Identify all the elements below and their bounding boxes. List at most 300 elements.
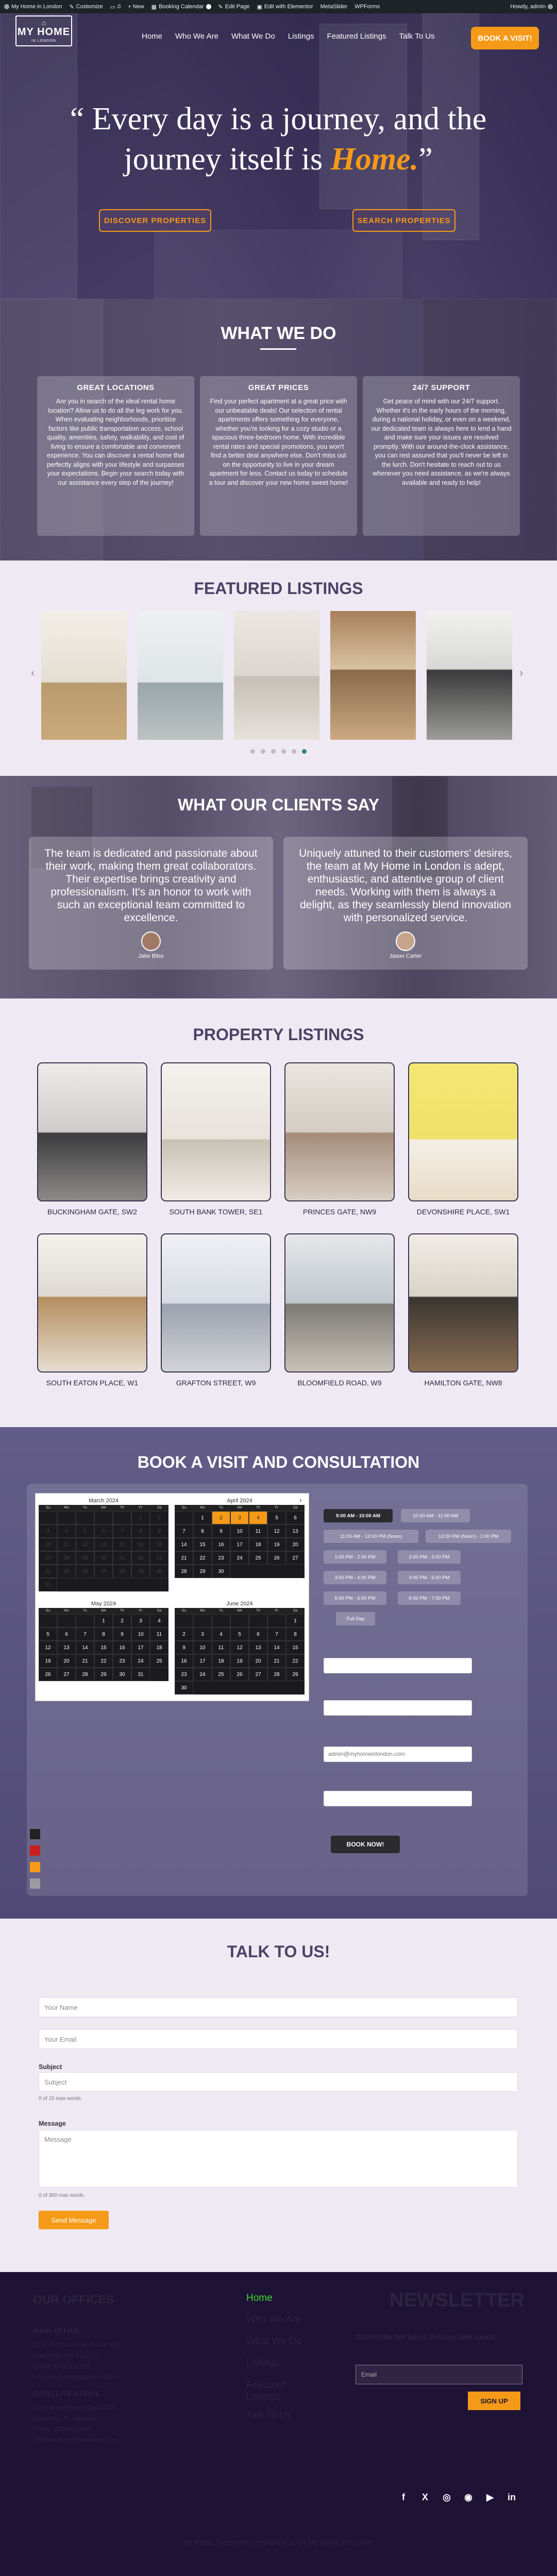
comments-count[interactable]: 0 xyxy=(117,4,121,10)
carousel-next-button[interactable]: › xyxy=(519,666,524,679)
calendar-day: 27 xyxy=(94,1565,113,1578)
calendar-day[interactable]: 1 xyxy=(94,1614,113,1628)
listing-title[interactable]: SOUTH EATON PLACE, W1 xyxy=(46,1379,139,1387)
calendar-day[interactable]: 6 xyxy=(286,1511,305,1524)
calendar-day: 7 xyxy=(113,1524,131,1538)
calendar-empty-cell xyxy=(230,1614,249,1628)
card-title: GREAT PRICES xyxy=(248,383,309,392)
calendar-empty-cell xyxy=(175,1511,193,1524)
email-field[interactable]: admin@myhomeinlondon.com xyxy=(324,1747,472,1762)
calendar-day: 21 xyxy=(113,1551,131,1565)
time-slot[interactable]: 5:00 PM - 6:00 PM xyxy=(324,1591,386,1605)
calendar-day: 24 xyxy=(39,1565,57,1578)
footer-link-home[interactable]: Home xyxy=(246,2293,273,2303)
weekday-label: Fr xyxy=(139,1506,143,1510)
satellite-office-email[interactable]: info@myhomeinlondon.com xyxy=(33,2436,116,2444)
calendar-day[interactable]: 11 xyxy=(249,1524,267,1538)
testimonial-author: Jake Bliss xyxy=(138,953,164,959)
calendar-day[interactable]: 25 xyxy=(249,1551,267,1565)
calendar-day[interactable]: 26 xyxy=(267,1551,286,1565)
calendar-day[interactable]: 22 xyxy=(94,1654,113,1668)
calendar-day[interactable]: 21 xyxy=(76,1654,94,1668)
calendar-day[interactable]: 2 xyxy=(212,1511,230,1524)
calendar-day[interactable]: 9 xyxy=(212,1524,230,1538)
calendar-day: 19 xyxy=(76,1551,94,1565)
featured-listings-section xyxy=(0,561,557,776)
carousel-dot[interactable] xyxy=(250,749,255,754)
email-input[interactable]: Your Email xyxy=(39,2029,518,2049)
calendar-day[interactable]: 30 xyxy=(113,1668,131,1681)
newsletter-email-input[interactable]: Email xyxy=(356,2365,522,2384)
weekday-label: Th xyxy=(120,1506,125,1510)
search-properties-button[interactable]: SEARCH PROPERTIES xyxy=(352,209,455,232)
footer-link-featured-listings[interactable]: Featured Listings xyxy=(246,2380,286,2402)
carousel-dot[interactable] xyxy=(281,749,286,754)
legend-swatch-unavailable xyxy=(30,1829,40,1839)
calendar-grid xyxy=(175,1511,305,1578)
new-content-link[interactable]: + New xyxy=(128,4,144,10)
listing-title[interactable]: GRAFTON STREET, W9 xyxy=(176,1379,256,1387)
calendar-grid xyxy=(39,1511,168,1591)
calendar-day: 14 xyxy=(113,1538,131,1551)
calendar-day[interactable]: 15 xyxy=(286,1641,305,1654)
main-nav xyxy=(142,32,435,41)
calendar-day[interactable]: 7 xyxy=(267,1628,286,1641)
calendar-day[interactable]: 4 xyxy=(212,1628,230,1641)
weekday-label: Fr xyxy=(275,1609,279,1613)
calendar-month-title: March 2024 xyxy=(88,1498,119,1504)
metaslider-link[interactable]: MetaSlider xyxy=(320,4,348,10)
admin-bar xyxy=(0,0,557,13)
message-label: Message xyxy=(39,2120,66,2127)
calendar-empty-cell xyxy=(39,1614,57,1628)
calendar-day[interactable]: 26 xyxy=(39,1668,57,1681)
youtube-icon[interactable]: ▶ xyxy=(486,2492,494,2502)
time-slot[interactable]: 6:00 PM - 7:00 PM xyxy=(398,1591,461,1605)
calendar-day[interactable]: 12 xyxy=(230,1641,249,1654)
calendar-day[interactable]: 12 xyxy=(39,1641,57,1654)
calendar-day[interactable]: 8 xyxy=(94,1628,113,1641)
nav-home[interactable]: Home xyxy=(142,32,163,41)
calendar-day[interactable]: 23 xyxy=(175,1668,193,1681)
calendar-day: 20 xyxy=(94,1551,113,1565)
discover-properties-button[interactable]: DISCOVER PROPERTIES xyxy=(99,209,211,232)
calendar-day: 10 xyxy=(39,1538,57,1551)
calendar-day[interactable]: 11 xyxy=(212,1641,230,1654)
calendar-month xyxy=(39,1600,168,1697)
calendar-day: 16 xyxy=(150,1538,168,1551)
listing-image[interactable] xyxy=(408,1062,518,1201)
weekday-label: Su xyxy=(181,1506,187,1510)
calendar-day[interactable]: 25 xyxy=(150,1654,168,1668)
x-twitter-icon[interactable]: X xyxy=(421,2492,428,2502)
calendar-day: 15 xyxy=(131,1538,150,1551)
calendar-day[interactable]: 24 xyxy=(230,1551,249,1565)
calendar-day[interactable]: 17 xyxy=(230,1538,249,1551)
weekday-label: Su xyxy=(45,1609,50,1613)
service-card xyxy=(37,376,194,536)
calendar-empty-cell xyxy=(249,1614,267,1628)
send-message-button[interactable]: Send Message xyxy=(39,2211,109,2229)
calendar-day[interactable]: 6 xyxy=(57,1628,76,1641)
calendar-day[interactable]: 13 xyxy=(286,1524,305,1538)
last-name-field[interactable] xyxy=(324,1700,472,1716)
section-title: FEATURED LISTINGS xyxy=(194,579,363,598)
calendar-day[interactable]: 29 xyxy=(94,1668,113,1681)
calendar-day[interactable]: 16 xyxy=(113,1641,131,1654)
calendar-month-title: April 2024 xyxy=(227,1498,252,1504)
calendar-day[interactable]: 5 xyxy=(267,1511,286,1524)
listing-image[interactable] xyxy=(284,1233,395,1372)
nav-listings[interactable]: Listings xyxy=(288,32,314,41)
hero-quote xyxy=(41,99,515,179)
calendar-day[interactable]: 19 xyxy=(39,1654,57,1668)
calendar-day[interactable]: 10 xyxy=(131,1628,150,1641)
satellite-office-line: Office: 000.000.000 xyxy=(33,2425,92,2433)
calendar-month-title: June 2024 xyxy=(226,1601,253,1607)
footer-link-listings[interactable]: Listings xyxy=(246,2358,280,2368)
calendar-day[interactable]: 30 xyxy=(212,1565,230,1578)
listing-title[interactable]: BUCKINGHAM GATE, SW2 xyxy=(47,1208,137,1216)
calendar-day[interactable]: 27 xyxy=(57,1668,76,1681)
calendar-day[interactable]: 8 xyxy=(193,1524,212,1538)
listing-image[interactable] xyxy=(408,1233,518,1372)
calendar-day[interactable]: 20 xyxy=(57,1654,76,1668)
calendar-empty-cell xyxy=(76,1614,94,1628)
calendar-day[interactable]: 16 xyxy=(212,1538,230,1551)
weekday-label: Su xyxy=(45,1506,50,1510)
calendar-day[interactable]: 24 xyxy=(131,1654,150,1668)
name-input[interactable]: Your Name xyxy=(39,1997,518,2017)
linkedin-icon[interactable]: in xyxy=(508,2492,516,2502)
edit-page-link[interactable]: Edit Page xyxy=(225,4,250,10)
testimonial-card xyxy=(29,837,273,970)
greeting-text[interactable]: Howdy, admin xyxy=(510,4,546,10)
carousel-dot[interactable] xyxy=(271,749,276,754)
what-we-do-section xyxy=(0,299,557,561)
admin-bar-item[interactable] xyxy=(4,4,62,10)
calendar-day[interactable]: 18 xyxy=(150,1641,168,1654)
listing-title[interactable]: HAMILTON GATE, NW8 xyxy=(424,1379,502,1387)
featured-listing-image[interactable] xyxy=(234,611,319,740)
calendar-day[interactable]: 5 xyxy=(39,1628,57,1641)
time-slot[interactable]: 1:00 PM - 2:00 PM xyxy=(324,1550,386,1564)
listing-title[interactable]: PRINCES GATE, NW9 xyxy=(302,1208,377,1216)
satellite-office-line: Sarasota, FL 343434 xyxy=(33,2414,95,2422)
calendar-day[interactable]: 16 xyxy=(175,1654,193,1668)
calendar-day[interactable]: 3 xyxy=(131,1614,150,1628)
listing-image[interactable] xyxy=(161,1233,271,1372)
time-slot[interactable]: 2:00 PM - 3:00 PM xyxy=(398,1550,461,1564)
legend-swatch-booked xyxy=(30,1845,40,1856)
facebook-icon[interactable]: f xyxy=(402,2492,405,2502)
calendar-day[interactable]: 2 xyxy=(113,1614,131,1628)
weekday-label: Th xyxy=(256,1609,261,1613)
card-text: Get peace of mind with our 24/7 support. Whether it's in the early hours of the morning, during a national holiday, or even on a weekend, our dedicated team is always here to lend a hand and make sure your issues are resolved promptly. With our around-the-clock assistance, you can rest assured that you'll never be left in the lurch. Don't hesitate to reach out to us whenever you need assistance, as we're always available and ready to help! xyxy=(371,398,512,486)
calendar-day[interactable]: 12 xyxy=(267,1524,286,1538)
elementor-icon: ▣ xyxy=(257,4,262,10)
calendar-day[interactable]: 27 xyxy=(249,1668,267,1681)
calendar-day[interactable]: 14 xyxy=(175,1538,193,1551)
edit-elementor-link[interactable]: Edit with Elementor xyxy=(264,4,313,10)
admin-bar-item[interactable] xyxy=(110,4,121,10)
calendar-day: 8 xyxy=(131,1524,150,1538)
footer-link-talk-to-us[interactable]: Talk To Us xyxy=(246,2410,292,2421)
main-office-email[interactable]: info@myhomeinlondon.com xyxy=(33,2373,116,2381)
calendar-day[interactable]: 1 xyxy=(193,1511,212,1524)
weekday-label: Sa xyxy=(293,1609,298,1613)
calendar-day[interactable]: 6 xyxy=(249,1628,267,1641)
instagram-icon[interactable]: ◎ xyxy=(443,2492,451,2502)
message-textarea[interactable]: Message xyxy=(39,2130,518,2188)
featured-listing-image[interactable] xyxy=(427,611,512,740)
satellite-office-line: 1234 Main Street, Suite 505 xyxy=(33,2403,116,2411)
time-slot[interactable]: Full Day xyxy=(336,1612,375,1625)
booking-calendar-link[interactable]: Booking Calendar xyxy=(159,4,204,10)
avatar xyxy=(141,931,161,951)
calendar-empty-cell xyxy=(57,1511,76,1524)
calendar-day[interactable]: 18 xyxy=(249,1538,267,1551)
listing-title[interactable]: SOUTH BANK TOWER, SE1 xyxy=(169,1208,263,1216)
admin-bar-item[interactable] xyxy=(320,4,348,10)
calendar-day: 26 xyxy=(76,1565,94,1578)
calendar-day[interactable]: 10 xyxy=(193,1641,212,1654)
site-logo[interactable] xyxy=(15,15,72,46)
calendar-month xyxy=(175,1497,305,1594)
calendar-day[interactable]: 1 xyxy=(286,1614,305,1628)
calendar-day[interactable]: 22 xyxy=(286,1654,305,1668)
calendar-icon: ▦ xyxy=(151,4,157,10)
weekday-label: Tu xyxy=(83,1609,87,1613)
calendar-day[interactable]: 31 xyxy=(131,1668,150,1681)
calendar-empty-cell xyxy=(175,1614,193,1628)
calendar-day[interactable]: 10 xyxy=(230,1524,249,1538)
calendar-day[interactable]: 26 xyxy=(230,1668,249,1681)
section-title: WHAT OUR CLIENTS SAY xyxy=(177,795,380,814)
testimonials-section xyxy=(0,776,557,998)
avatar xyxy=(396,931,415,951)
admin-bar-item[interactable] xyxy=(69,4,103,10)
carousel-dot[interactable] xyxy=(261,749,265,754)
main-office-line: 1234 First Avenue, Suite 400 xyxy=(33,2341,119,2348)
book-visit-button[interactable]: BOOK A VISIT! xyxy=(471,27,539,49)
listing-image[interactable] xyxy=(284,1062,395,1201)
weekday-label: Sa xyxy=(157,1506,162,1510)
calendar-empty-cell xyxy=(267,1614,286,1628)
site-name-link[interactable]: My Home in London xyxy=(11,4,62,10)
calendar-day[interactable]: 27 xyxy=(286,1551,305,1565)
listing-image[interactable] xyxy=(37,1233,147,1372)
calendar-day[interactable]: 15 xyxy=(193,1538,212,1551)
card-title: GREAT LOCATIONS xyxy=(77,383,155,392)
testimonial-quote: The team is dedicated and passionate about their work, making them great collaborators. Their expertise brings creativity and professionalism. It's an honor to work with such an exceptional team committed to excellence. xyxy=(44,848,258,924)
calendar-day[interactable]: 24 xyxy=(193,1668,212,1681)
weekday-label: Tu xyxy=(83,1506,87,1510)
calendar-day[interactable]: 28 xyxy=(267,1668,286,1681)
time-slot-selected[interactable]: 9:00 AM - 10:00 AM xyxy=(324,1509,393,1522)
calendar-day[interactable]: 3 xyxy=(230,1511,249,1524)
calendar-day[interactable]: 18 xyxy=(212,1654,230,1668)
customize-link[interactable]: Customize xyxy=(76,4,103,10)
tripadvisor-icon[interactable]: ◉ xyxy=(464,2492,472,2502)
subject-input[interactable]: Subject xyxy=(39,2072,518,2092)
calendar-day[interactable]: 7 xyxy=(175,1524,193,1538)
newsletter-signup-button[interactable]: SIGN UP xyxy=(468,2392,520,2410)
time-slot[interactable]: 12:00 PM (Noon) - 1:00 PM xyxy=(426,1530,511,1543)
calendar-day[interactable]: 11 xyxy=(150,1628,168,1641)
booking-section xyxy=(0,1427,557,1919)
logo-text: MY HOME xyxy=(17,26,71,38)
admin-bar-item[interactable] xyxy=(257,4,313,10)
card-title: 24/7 SUPPORT xyxy=(412,383,470,392)
nav-who-we-are[interactable]: Who We Are xyxy=(175,32,218,41)
weekday-label: Mo xyxy=(200,1609,205,1613)
admin-bar-item[interactable] xyxy=(218,4,250,10)
calendar-day: 1 xyxy=(131,1511,150,1524)
time-slot[interactable]: 11:00 AM - 12:00 PM (Noon) xyxy=(324,1530,418,1543)
calendar-empty-cell xyxy=(39,1511,57,1524)
quote-highlight: Home. xyxy=(330,142,419,177)
calendar-day[interactable]: 13 xyxy=(249,1641,267,1654)
calendar-day[interactable]: 19 xyxy=(267,1538,286,1551)
footer-link-who-we-are[interactable]: Who We Are xyxy=(246,2314,301,2325)
footer-link-what-we-do[interactable]: What We Do xyxy=(246,2336,302,2347)
main-office-title: MAIN OFFICE xyxy=(33,2327,80,2335)
copyright-text: All Rights Reserved Copyright © 2024 My Home In London xyxy=(184,2538,373,2546)
calendar-day[interactable]: 29 xyxy=(193,1565,212,1578)
calendar-day: 2 xyxy=(150,1511,168,1524)
calendar-day[interactable]: 14 xyxy=(267,1641,286,1654)
calendar-day: 18 xyxy=(57,1551,76,1565)
calendar-day[interactable]: 19 xyxy=(230,1654,249,1668)
calendar-day[interactable]: 5 xyxy=(230,1628,249,1641)
calendar-day[interactable]: 23 xyxy=(113,1654,131,1668)
time-slot[interactable]: 10:00 AM - 11:00 AM xyxy=(401,1509,470,1522)
calendar-day[interactable]: 30 xyxy=(175,1681,193,1694)
legend-swatch-selected xyxy=(30,1862,40,1872)
calendar-day[interactable]: 4 xyxy=(150,1614,168,1628)
calendar-day[interactable]: 8 xyxy=(286,1628,305,1641)
weekday-header xyxy=(39,1505,168,1511)
calendar-day[interactable]: 15 xyxy=(94,1641,113,1654)
featured-listing-image[interactable] xyxy=(330,611,416,740)
weekday-label: Fr xyxy=(275,1506,279,1510)
featured-listing-image[interactable] xyxy=(41,611,127,740)
weekday-label: Tu xyxy=(219,1506,223,1510)
calendar-day: 11 xyxy=(57,1538,76,1551)
main-office-line: Office: 000.000.000 xyxy=(33,2362,92,2370)
admin-bar-item[interactable] xyxy=(128,4,144,10)
calendar-day[interactable]: 9 xyxy=(113,1628,131,1641)
newsletter-subtitle: Subscribe for latest listings and news. xyxy=(356,2333,497,2342)
satellite-office-title: SATELLITE OFFICE xyxy=(33,2389,100,2398)
featured-listing-image[interactable] xyxy=(138,611,223,740)
calendar-month-title: May 2024 xyxy=(91,1601,116,1607)
calendar-day[interactable]: 2 xyxy=(175,1628,193,1641)
calendar-day: 4 xyxy=(57,1524,76,1538)
calendar-day[interactable]: 21 xyxy=(175,1551,193,1565)
wpforms-link[interactable]: WPForms xyxy=(355,4,380,10)
listing-image[interactable] xyxy=(37,1062,147,1201)
carousel-dot-active[interactable] xyxy=(302,749,307,754)
calendar-day: 30 xyxy=(150,1565,168,1578)
carousel-prev-button[interactable]: ‹ xyxy=(31,666,35,679)
message-word-count: 0 of 300 max words. xyxy=(39,2193,86,2198)
wordpress-icon xyxy=(4,4,9,9)
nav-talk-to-us[interactable]: Talk To Us xyxy=(399,32,435,41)
calendar-day[interactable]: 25 xyxy=(212,1668,230,1681)
listing-image[interactable] xyxy=(161,1062,271,1201)
listing-title[interactable]: BLOOMFIELD ROAD, W9 xyxy=(297,1379,382,1387)
listing-title[interactable]: DEVONSHIRE PLACE, SW1 xyxy=(416,1208,510,1216)
calendar-day[interactable]: 7 xyxy=(76,1628,94,1641)
calendar-month xyxy=(39,1497,168,1594)
admin-bar-item[interactable] xyxy=(151,4,211,10)
admin-bar-item[interactable] xyxy=(355,4,380,10)
subject-word-count: 0 of 15 max words. xyxy=(39,2096,82,2102)
calendar-day: 25 xyxy=(57,1565,76,1578)
calendar-month xyxy=(175,1600,305,1697)
weekday-label: Mo xyxy=(200,1506,205,1510)
weekday-label: Su xyxy=(181,1609,187,1613)
phone-field[interactable] xyxy=(324,1791,472,1806)
calendar-grid xyxy=(39,1614,168,1681)
service-card xyxy=(200,376,357,536)
calendar-day[interactable]: 4 xyxy=(249,1511,267,1524)
section-title: TALK TO US! xyxy=(227,1942,330,1961)
nav-featured-listings[interactable]: Featured Listings xyxy=(327,32,386,41)
calendar-next-button[interactable]: › xyxy=(299,1496,302,1504)
calendar-empty-cell xyxy=(113,1511,131,1524)
weekday-label: Tu xyxy=(219,1609,223,1613)
time-slot[interactable]: 4:00 PM - 5:00 PM xyxy=(398,1571,461,1584)
calendar-day[interactable]: 22 xyxy=(193,1551,212,1565)
weekday-header xyxy=(175,1505,305,1511)
nav-what-we-do[interactable]: What We Do xyxy=(231,32,275,41)
calendar-day[interactable]: 17 xyxy=(193,1654,212,1668)
calendar-day[interactable]: 13 xyxy=(57,1641,76,1654)
first-name-field[interactable] xyxy=(324,1658,472,1673)
avatar xyxy=(548,4,553,9)
calendar-day[interactable]: 20 xyxy=(286,1538,305,1551)
calendar-day[interactable]: 20 xyxy=(249,1654,267,1668)
weekday-label: Th xyxy=(256,1506,261,1510)
calendar-day[interactable]: 28 xyxy=(175,1565,193,1578)
brush-icon: ✎ xyxy=(69,4,74,10)
calendar-day[interactable]: 29 xyxy=(286,1668,305,1681)
calendar-day[interactable]: 28 xyxy=(76,1668,94,1681)
calendar-day[interactable]: 17 xyxy=(131,1641,150,1654)
pencil-icon: ✎ xyxy=(218,4,223,10)
book-now-button[interactable]: BOOK NOW! xyxy=(331,1836,400,1853)
time-slot[interactable]: 3:00 PM - 4:00 PM xyxy=(324,1571,386,1584)
logo-subtext: IN LONDON xyxy=(31,39,56,43)
weekday-label: We xyxy=(100,1506,107,1510)
calendar-empty-cell xyxy=(193,1614,212,1628)
calendar-day: 5 xyxy=(76,1524,94,1538)
calendar-day[interactable]: 23 xyxy=(212,1551,230,1565)
carousel-dot[interactable] xyxy=(292,749,296,754)
calendar-day: 9 xyxy=(150,1524,168,1538)
calendar-day[interactable]: 9 xyxy=(175,1641,193,1654)
calendar-day[interactable]: 14 xyxy=(76,1641,94,1654)
card-text: Are you in search of the ideal rental home location? Allow us to do all the leg work for you. When evaluating neighborhoods, prioritize factors like public transportation access, school quality, amenities, safety, walkability, and cost of living to ensure a comfortable and convenient experience. You can discover a rental home that perfectly aligns with your lifestyle and surpasses your expectations. Begin your search today with our assistance every step of the journey! xyxy=(47,398,184,486)
account-menu[interactable] xyxy=(510,4,553,10)
quote-text: “ Every day is a journey, and the journey itself is xyxy=(70,101,487,177)
calendar-day[interactable]: 3 xyxy=(193,1628,212,1641)
calendar-day[interactable]: 21 xyxy=(267,1654,286,1668)
calendar-day: 23 xyxy=(150,1551,168,1565)
